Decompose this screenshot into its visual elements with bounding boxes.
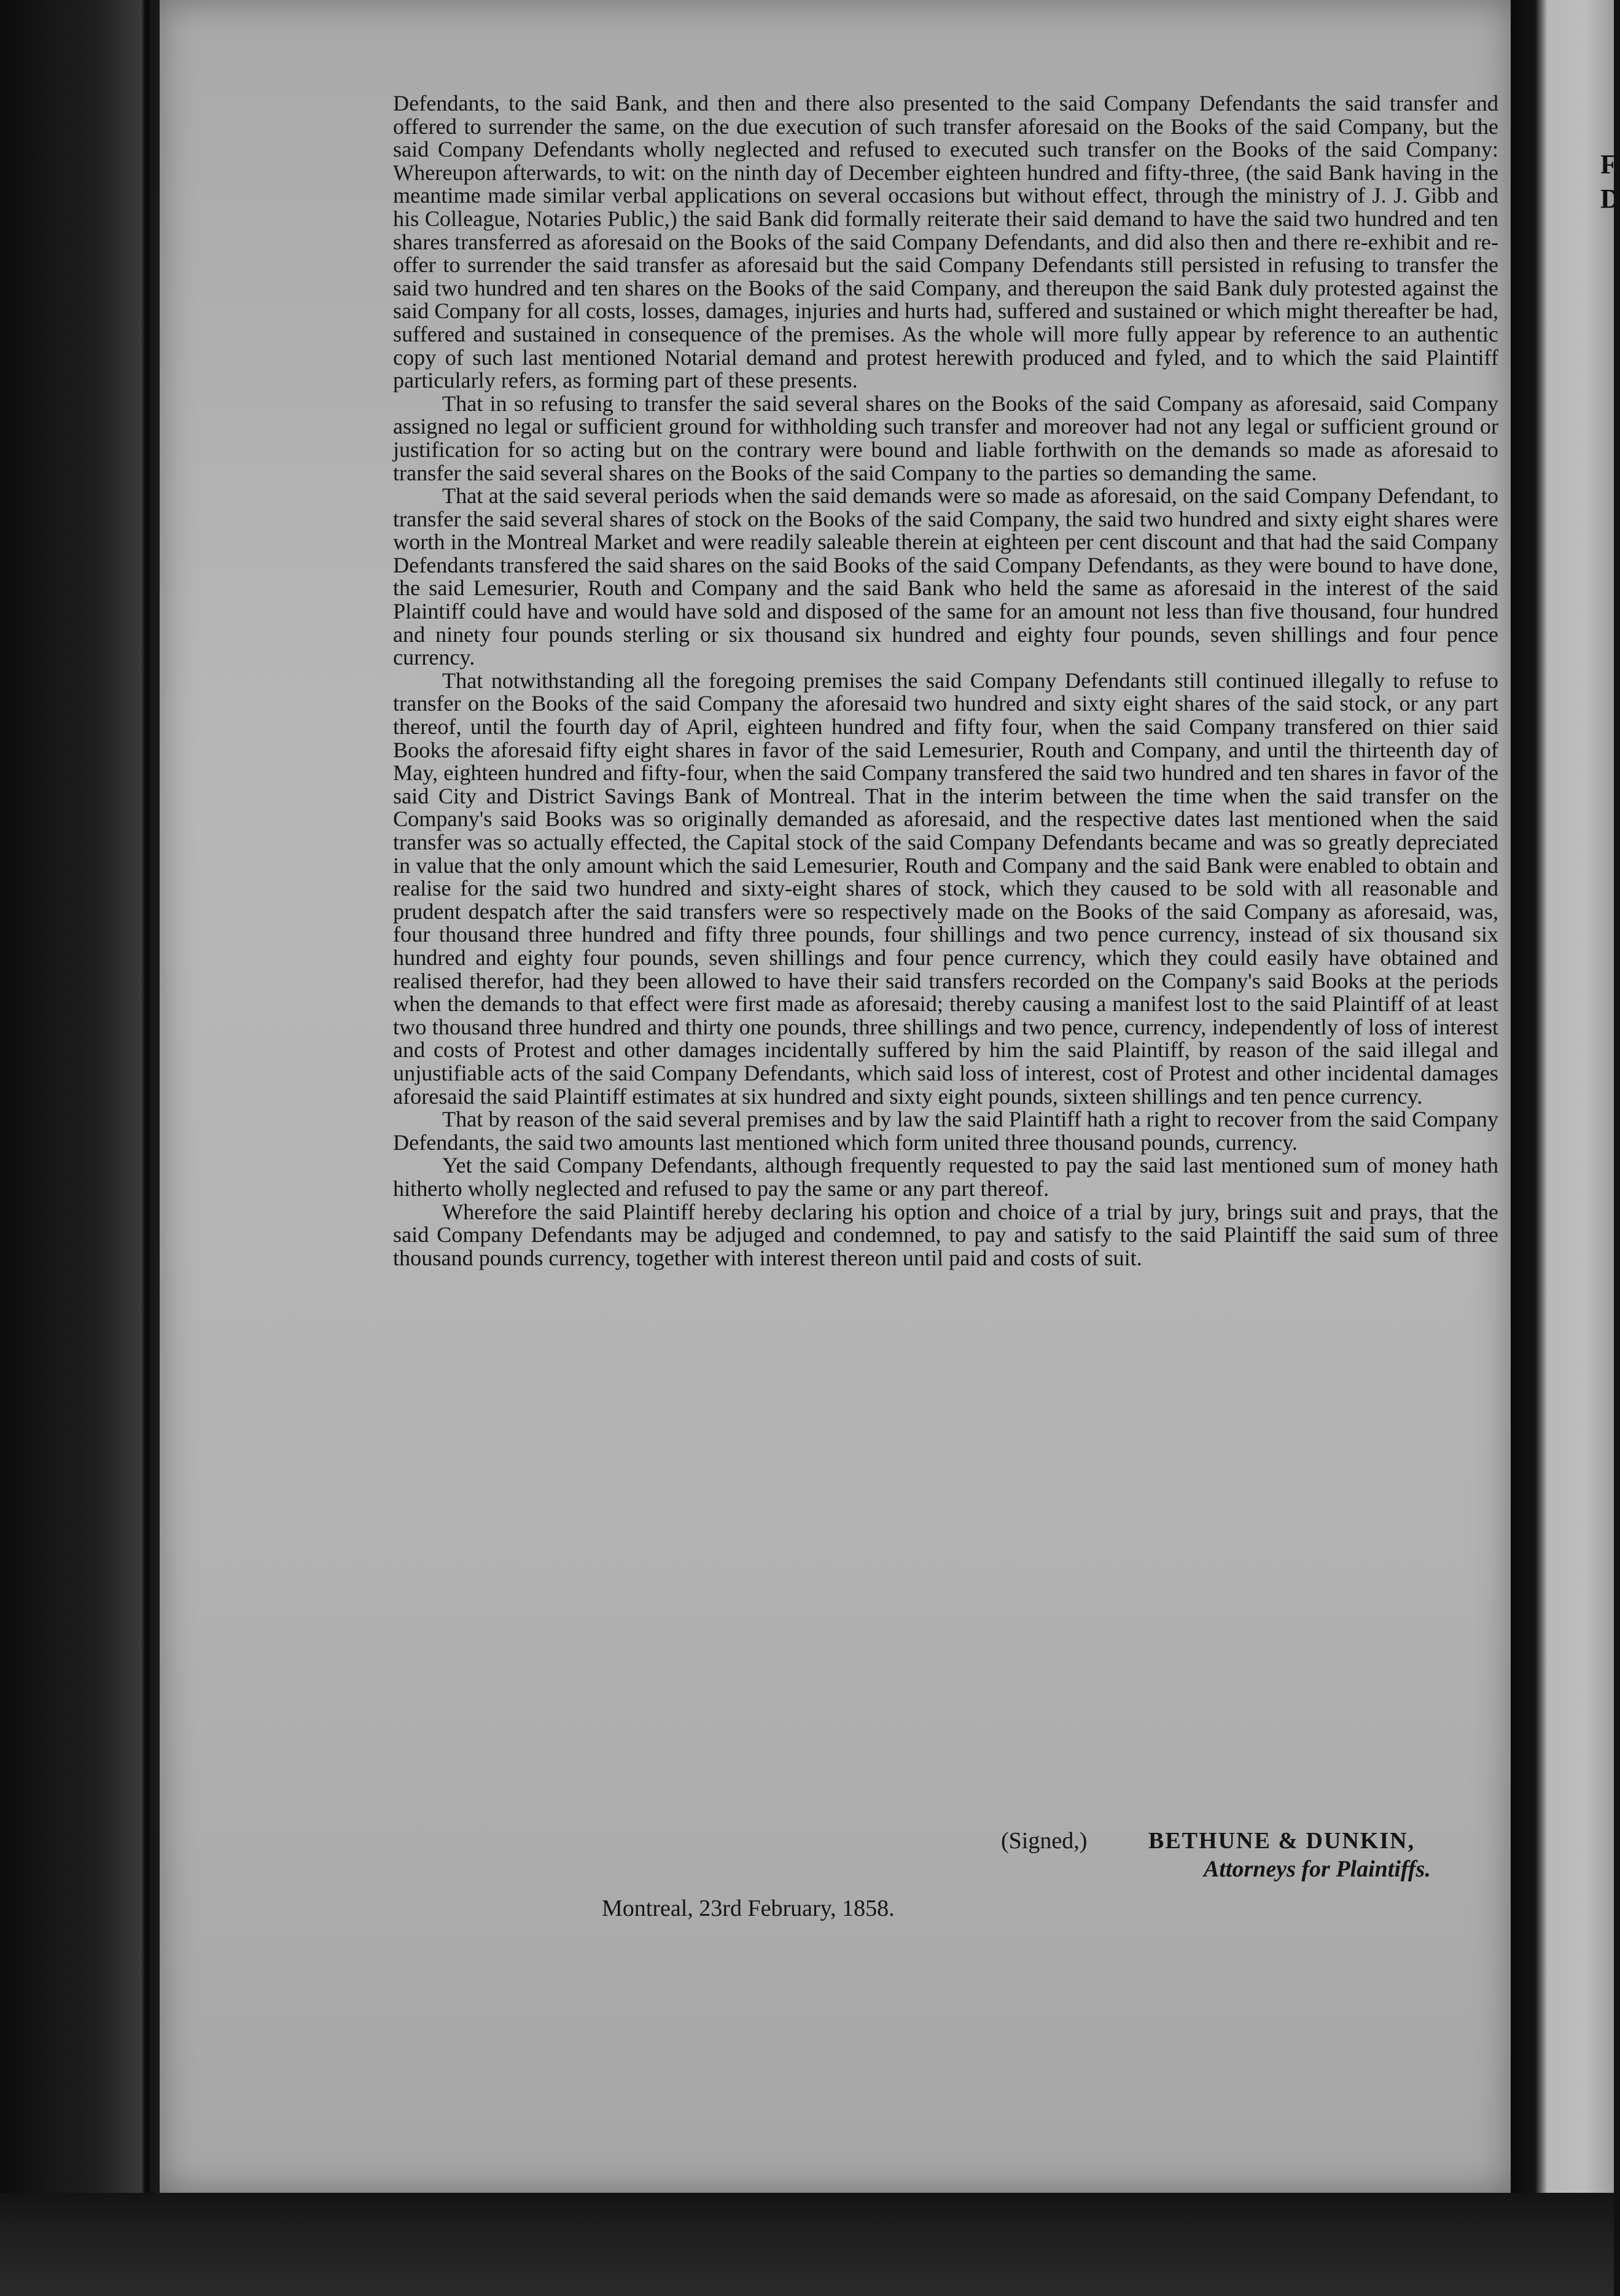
- paragraph-7: Wherefore the said Plaintiff hereby declaring his option and choice of a trial by jury, brings suit and prays, that the said Company Defendants may be adjuged and condemned, to pay and satisfy to the said Plaintiff the said sum of three thousand pounds currency, together with interest thereon until paid and costs of suit.: [393, 1199, 1498, 1270]
- signature-block: [393, 1827, 1449, 1883]
- signed-label: (Signed,): [1001, 1828, 1088, 1854]
- scanner-bed: [0, 2193, 1614, 2296]
- place-and-date: Montreal, 23rd February, 1858.: [602, 1896, 895, 1921]
- paragraph-1: Defendants, to the said Bank, and then and there also presented to the said Company Defendants the said transfer and offered to surrender the same, on the due execution of such transfer aforesaid on the Books of the said Company, but the said Company Defendants wholly neglected and refused to executed such transfer on the Books of the said Company: Whereupon afterwards, to wit: on the ninth day of December eighteen hundred and fifty-three, (the said Bank having in the meantime made similar verbal applications on several occasions but without effect, through the ministry of J. J. Gibb and his Colleague, Notaries Public,) the said Bank did formally reiterate their said demand to have the said two hundred and ten shares transferred as aforesaid on the Books of the said Company Defendants, and did also then and there re-exhibit and re-offer to surrender the said transfer as aforesaid but the said Company Defendants still persisted in refusing to transfer the said two hundred and ten shares on the Books of the said Company, and thereupon the said Bank duly protested against the said Company for all costs, losses, damages, injuries and hurts had, suffered and sustained or which might thereafter be had, suffered and sustained in consequence of the premises. As the whole will more fully appear by reference to an authentic copy of such last mentioned Notarial demand and protest herewith produced and fyled, and to which the said Plaintiff particularly refers, as forming part of these presents.: [393, 91, 1498, 393]
- document-body: [393, 92, 1498, 1270]
- adjacent-page-edge: [1511, 0, 1614, 2296]
- law-firm-name: BETHUNE & DUNKIN,: [1148, 1828, 1416, 1854]
- paragraph-4: That notwithstanding all the foregoing premises the said Company Defendants still continued illegally to refuse to transfer on the Books of the said Company the aforesaid two hundred and sixty eight shares of the said stock, or any part thereof, until the fourth day of April, eighteen hundred and fifty four, when the said Company transfered on thier said Books the aforesaid fifty eight shares in favor of the said Lemesurier, Routh and Company, and until the thirteenth day of May, eighteen hundred and fifty-four, when the said Company transfered the said two hundred and ten shares in favor of the said City and District Savings Bank of Montreal. That in the interim between the time when the said transfer on the Company's said Books was so originally demanded as aforesaid, and the respective dates last mentioned when the said transfer was so actually effected, the Capital stock of the said Company Defendants became and was so greatly depreciated in value that the only amount which the said Lemesurier, Routh and Company and the said Bank were enabled to obtain and realise for the said two hundred and sixty-eight shares of stock, which they caused to be sold with all reasonable and prudent despatch after the said transfers were so respectively made on the Books of the said Company as aforesaid, was, four thousand three hundred and fifty three pounds, four shillings and two pence currency, instead of six thousand six hundred and eighty four pounds, seven shillings and four pence currency, which they could easily have obtained and realised therefor, had they been allowed to have their said transfers recorded on the Company's said Books at the periods when the demands to that effect were first made as aforesaid; thereby causing a manifest lost to the said Plaintiff of at least two thousand three hundred and thirty one pounds, three shillings and two pence, currency, independently of loss of interest and costs of Protest and other damages incidentally suffered by him the said Plaintiff, by reason of the said illegal and unjustifiable acts of the said Company Defendants, which said loss of interest, cost of Protest and other incidental damages aforesaid the said Plaintiff estimates at six hundred and sixty eight pounds, sixteen shillings and ten pence currency.: [393, 668, 1498, 1109]
- adjacent-page-letters: F D: [1600, 149, 1620, 214]
- binding-edge: [145, 0, 150, 2193]
- attorneys-caption: Attorneys for Plaintiffs.: [1204, 1856, 1431, 1882]
- paragraph-2: That in so refusing to transfer the said several shares on the Books of the said Company as aforesaid, said Company assigned no legal or sufficient ground for withholding such transfer and moreover had not any legal or sufficient ground or justification for so acting but on the contrary were bound and liable forthwith on the demands so made as aforesaid to transfer the said several shares on the Books of the said Company to the parties so demanding the same.: [393, 391, 1498, 485]
- paragraph-5: That by reason of the said several premises and by law the said Plaintiff hath a right to recover from the said Company Defendants, the said two amounts last mentioned which form united three thousand pounds, currency.: [393, 1107, 1498, 1155]
- paragraph-3: That at the said several periods when the said demands were so made as aforesaid, on the said Company Defendant, to transfer the said several shares of stock on the Books of the said Company, the said two hundred and sixty eight shares were worth in the Montreal Market and were readily saleable therein at eighteen per cent discount and that had the said Company Defendants transfered the said shares on the said Books of the said Company Defendants, as they were bound to have done, the said Lemesurier, Routh and Company and the said Bank who held the same as aforesaid in the interest of the said Plaintiff could have and would have sold and disposed of the same for an amount not less than five thousand, four hundred and ninety four pounds sterling or six thousand six hundred and eighty four pounds, seven shillings and four pence currency.: [393, 483, 1498, 670]
- paragraph-6: Yet the said Company Defendants, although frequently requested to pay the said last mentioned sum of money hath hitherto wholly neglected and refused to pay the same or any part thereof.: [393, 1153, 1498, 1201]
